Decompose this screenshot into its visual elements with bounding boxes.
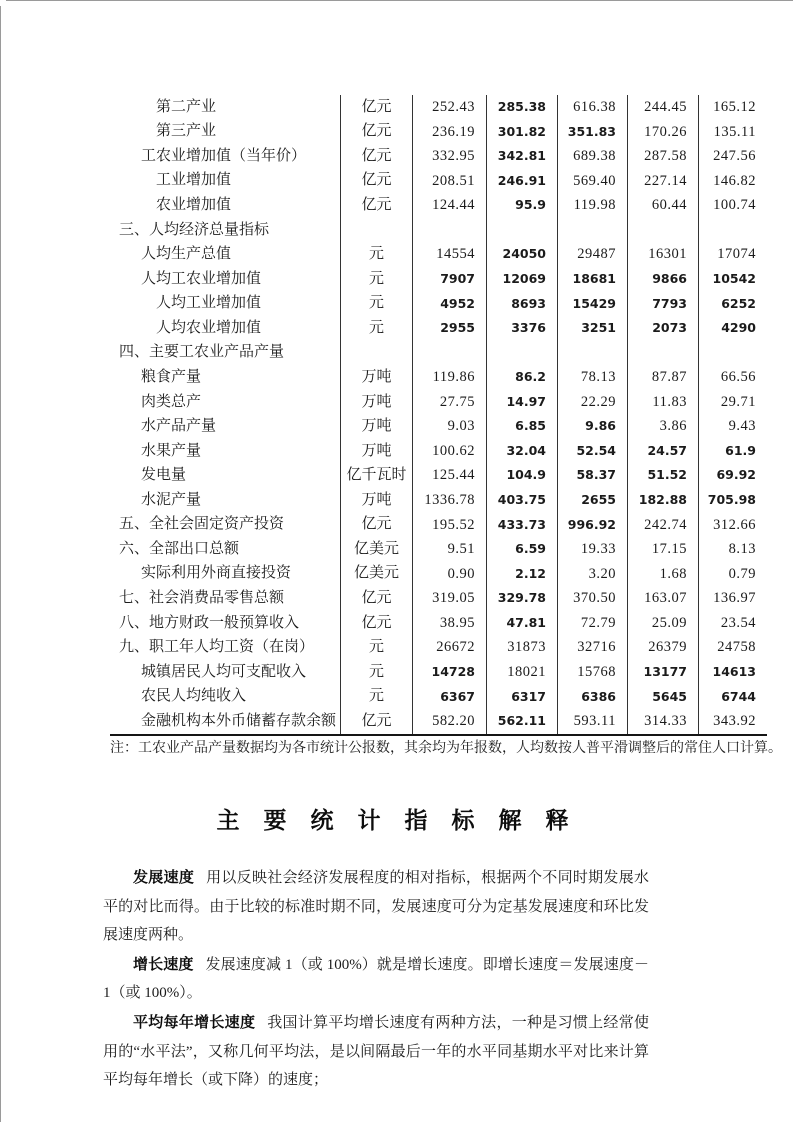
indicator-label: 农业增加值 <box>156 197 232 214</box>
value-cell <box>412 218 486 243</box>
value-cell: 24758 <box>698 635 767 660</box>
definitions-block <box>103 863 649 1095</box>
value-cell: 12069 <box>486 267 557 292</box>
value-cell: 195.52 <box>412 513 486 538</box>
value-cell: 170.26 <box>627 120 698 145</box>
definition-text: 发展速度减 1（或 100%）就是增长速度。即增长速度＝发展速度－1（或 100%）。 <box>103 956 649 1002</box>
value-cell: 100.74 <box>698 193 767 218</box>
value-cell: 9.86 <box>557 414 627 439</box>
value-cell: 18681 <box>557 267 627 292</box>
value-cell: 17074 <box>698 242 767 267</box>
value-cell: 6317 <box>486 685 557 710</box>
value-cell: 314.33 <box>627 709 698 734</box>
definition-term: 发展速度 <box>133 868 195 886</box>
indicator-label: 水果产量 <box>141 442 202 459</box>
definition-text: 我国计算平均增长速度有两种方法，一种是习惯上经常使用的“水平法”，又称几何平均法，是以间隔最后一年的水平同基期水平对比来计算平均每年增长（或下降）的速度； <box>103 1014 649 1089</box>
value-cell: 182.88 <box>627 488 698 513</box>
value-cell: 343.92 <box>698 709 767 734</box>
table-row <box>110 341 767 366</box>
table-row <box>110 537 767 562</box>
value-cell: 616.38 <box>557 95 627 120</box>
value-cell <box>486 341 557 366</box>
indicator-label: 肉类总产 <box>141 393 202 410</box>
definition-paragraph <box>103 1008 649 1095</box>
value-cell: 285.38 <box>486 95 557 120</box>
value-cell: 13177 <box>627 660 698 685</box>
value-cell: 1.68 <box>627 562 698 587</box>
table-row <box>110 562 767 587</box>
value-cell: 10542 <box>698 267 767 292</box>
unit-cell: 亿元 <box>340 95 412 120</box>
definition-paragraph <box>103 863 649 950</box>
indicator-label: 人均工业增加值 <box>156 295 262 312</box>
value-cell: 163.07 <box>627 586 698 611</box>
value-cell: 6386 <box>557 685 627 710</box>
value-cell <box>698 341 767 366</box>
unit-cell: 元 <box>340 316 412 341</box>
table-row <box>110 685 767 710</box>
indicator-label: 城镇居民人均可支配收入 <box>141 663 307 680</box>
value-cell: 582.20 <box>412 709 486 734</box>
value-cell: 119.86 <box>412 365 486 390</box>
value-cell <box>486 218 557 243</box>
value-cell: 87.87 <box>627 365 698 390</box>
value-cell: 9.03 <box>412 414 486 439</box>
value-cell: 8693 <box>486 292 557 317</box>
value-cell: 227.14 <box>627 169 698 194</box>
table-row <box>110 586 767 611</box>
value-cell: 3376 <box>486 316 557 341</box>
value-cell: 996.92 <box>557 513 627 538</box>
value-cell <box>627 218 698 243</box>
unit-cell: 元 <box>340 242 412 267</box>
value-cell: 14728 <box>412 660 486 685</box>
value-cell: 52.54 <box>557 439 627 464</box>
value-cell: 165.12 <box>698 95 767 120</box>
value-cell <box>557 341 627 366</box>
table-row <box>110 635 767 660</box>
value-cell: 16301 <box>627 242 698 267</box>
value-cell: 31873 <box>486 635 557 660</box>
value-cell: 100.62 <box>412 439 486 464</box>
value-cell: 252.43 <box>412 95 486 120</box>
value-cell: 7793 <box>627 292 698 317</box>
value-cell: 242.74 <box>627 513 698 538</box>
indicator-label: 九、职工年人均工资（在岗） <box>119 639 315 656</box>
indicator-label: 工农业增加值（当年价） <box>141 147 307 164</box>
unit-cell: 亿元 <box>340 709 412 734</box>
value-cell: 47.81 <box>486 611 557 636</box>
indicator-label: 第二产业 <box>156 98 217 115</box>
value-cell: 15768 <box>557 660 627 685</box>
unit-cell: 元 <box>340 635 412 660</box>
unit-cell: 元 <box>340 685 412 710</box>
value-cell: 403.75 <box>486 488 557 513</box>
value-cell: 72.79 <box>557 611 627 636</box>
value-cell: 29487 <box>557 242 627 267</box>
indicator-label: 发电量 <box>141 467 187 484</box>
definition-text: 用以反映社会经济发展程度的相对指标，根据两个不同时期发展水平的对比而得。由于比较的标准时期不同，发展速度可分为定基发展速度和环比发展速度两种。 <box>103 870 649 944</box>
table-row <box>110 390 767 415</box>
value-cell <box>557 218 627 243</box>
value-cell: 2073 <box>627 316 698 341</box>
value-cell: 287.58 <box>627 144 698 169</box>
value-cell <box>412 341 486 366</box>
value-cell: 6252 <box>698 292 767 317</box>
value-cell: 319.05 <box>412 586 486 611</box>
value-cell: 23.54 <box>698 611 767 636</box>
value-cell: 66.56 <box>698 365 767 390</box>
value-cell: 6744 <box>698 685 767 710</box>
value-cell: 29.71 <box>698 390 767 415</box>
value-cell: 0.79 <box>698 562 767 587</box>
definition-term: 平均每年增长速度 <box>133 1012 256 1031</box>
value-cell: 370.50 <box>557 586 627 611</box>
value-cell: 2955 <box>412 316 486 341</box>
value-cell: 7907 <box>412 267 486 292</box>
value-cell: 208.51 <box>412 169 486 194</box>
scan-edge-top <box>6 0 793 1</box>
value-cell: 4290 <box>698 316 767 341</box>
unit-cell: 亿元 <box>340 144 412 169</box>
value-cell: 32716 <box>557 635 627 660</box>
value-cell: 78.13 <box>557 365 627 390</box>
definition-paragraph <box>103 950 649 1008</box>
value-cell: 124.44 <box>412 193 486 218</box>
value-cell: 332.95 <box>412 144 486 169</box>
unit-cell: 元 <box>340 267 412 292</box>
table-row <box>110 488 767 513</box>
value-cell: 6.59 <box>486 537 557 562</box>
value-cell: 562.11 <box>486 709 557 734</box>
table-row <box>110 660 767 685</box>
value-cell: 58.37 <box>557 463 627 488</box>
value-cell: 24.57 <box>627 439 698 464</box>
value-cell: 301.82 <box>486 120 557 145</box>
unit-cell: 万吨 <box>340 488 412 513</box>
unit-cell: 亿元 <box>340 169 412 194</box>
value-cell: 593.11 <box>557 709 627 734</box>
value-cell: 433.73 <box>486 513 557 538</box>
value-cell: 246.91 <box>486 169 557 194</box>
value-cell: 95.9 <box>486 193 557 218</box>
indicator-label: 粮食产量 <box>141 368 202 385</box>
value-cell: 18021 <box>486 660 557 685</box>
value-cell: 11.83 <box>627 390 698 415</box>
table-row <box>110 513 767 538</box>
value-cell: 60.44 <box>627 193 698 218</box>
indicator-label: 水泥产量 <box>141 491 202 508</box>
table-row <box>110 120 767 145</box>
scan-edge-left <box>0 6 1 1122</box>
unit-cell: 亿元 <box>340 611 412 636</box>
table-row <box>110 218 767 243</box>
value-cell: 19.33 <box>557 537 627 562</box>
indicator-label: 农民人均纯收入 <box>141 688 247 705</box>
value-cell: 146.82 <box>698 169 767 194</box>
value-cell: 15429 <box>557 292 627 317</box>
value-cell: 705.98 <box>698 488 767 513</box>
value-cell: 5645 <box>627 685 698 710</box>
value-cell: 51.52 <box>627 463 698 488</box>
value-cell: 1336.78 <box>412 488 486 513</box>
unit-cell: 亿元 <box>340 193 412 218</box>
table-row <box>110 709 767 734</box>
unit-cell: 万吨 <box>340 365 412 390</box>
value-cell: 689.38 <box>557 144 627 169</box>
indicator-label: 人均工农业增加值 <box>141 270 262 287</box>
value-cell: 38.95 <box>412 611 486 636</box>
indicator-label: 人均农业增加值 <box>156 319 262 336</box>
unit-cell: 亿千瓦时 <box>340 463 412 488</box>
table-row <box>110 414 767 439</box>
value-cell: 4952 <box>412 292 486 317</box>
unit-cell <box>340 341 412 366</box>
indicators-table <box>110 95 767 736</box>
unit-cell: 亿元 <box>340 586 412 611</box>
value-cell: 86.2 <box>486 365 557 390</box>
value-cell: 26379 <box>627 635 698 660</box>
table-row <box>110 242 767 267</box>
value-cell: 61.9 <box>698 439 767 464</box>
value-cell: 26672 <box>412 635 486 660</box>
value-cell: 9.51 <box>412 537 486 562</box>
table-row <box>110 611 767 636</box>
value-cell: 3251 <box>557 316 627 341</box>
definition-term: 增长速度 <box>133 954 194 973</box>
value-cell: 69.92 <box>698 463 767 488</box>
section-title: 主 要 统 计 指 标 解 释 <box>216 808 577 834</box>
table-row <box>110 365 767 390</box>
value-cell: 244.45 <box>627 95 698 120</box>
indicator-label: 七、社会消费品零售总额 <box>119 590 285 607</box>
value-cell: 312.66 <box>698 513 767 538</box>
unit-cell: 亿元 <box>340 120 412 145</box>
value-cell: 569.40 <box>557 169 627 194</box>
indicator-label: 水产品产量 <box>141 418 217 435</box>
value-cell: 342.81 <box>486 144 557 169</box>
unit-cell <box>340 218 412 243</box>
value-cell: 351.83 <box>557 120 627 145</box>
value-cell: 6.85 <box>486 414 557 439</box>
value-cell: 3.20 <box>557 562 627 587</box>
indicator-label: 五、全社会固定资产投资 <box>119 516 285 533</box>
value-cell: 22.29 <box>557 390 627 415</box>
value-cell: 32.04 <box>486 439 557 464</box>
value-cell: 2.12 <box>486 562 557 587</box>
table-footnote: 注：工农业产品产量数据均为各市统计公报数，其余均为年报数，人均数按人普平滑调整后的常住人口计算。 <box>110 741 782 756</box>
table-row <box>110 169 767 194</box>
indicator-label: 人均生产总值 <box>141 246 232 263</box>
value-cell: 27.75 <box>412 390 486 415</box>
unit-cell: 万吨 <box>340 390 412 415</box>
table-row <box>110 144 767 169</box>
indicator-label: 六、全部出口总额 <box>119 540 240 557</box>
value-cell: 14613 <box>698 660 767 685</box>
table-row <box>110 95 767 120</box>
value-cell: 6367 <box>412 685 486 710</box>
table-row <box>110 292 767 317</box>
value-cell: 329.78 <box>486 586 557 611</box>
indicator-label: 工业增加值 <box>156 172 232 189</box>
value-cell: 14554 <box>412 242 486 267</box>
indicator-label: 金融机构本外币储蓄存款余额 <box>141 712 337 729</box>
value-cell: 247.56 <box>698 144 767 169</box>
value-cell: 8.13 <box>698 537 767 562</box>
unit-cell: 亿美元 <box>340 537 412 562</box>
value-cell: 119.98 <box>557 193 627 218</box>
value-cell: 236.19 <box>412 120 486 145</box>
value-cell: 0.90 <box>412 562 486 587</box>
value-cell: 2655 <box>557 488 627 513</box>
value-cell: 135.11 <box>698 120 767 145</box>
unit-cell: 万吨 <box>340 414 412 439</box>
value-cell: 17.15 <box>627 537 698 562</box>
unit-cell: 元 <box>340 292 412 317</box>
value-cell <box>698 218 767 243</box>
value-cell: 14.97 <box>486 390 557 415</box>
value-cell: 3.86 <box>627 414 698 439</box>
value-cell: 9866 <box>627 267 698 292</box>
value-cell: 125.44 <box>412 463 486 488</box>
value-cell: 24050 <box>486 242 557 267</box>
table-row <box>110 193 767 218</box>
value-cell <box>627 341 698 366</box>
table-row <box>110 316 767 341</box>
unit-cell: 万吨 <box>340 439 412 464</box>
unit-cell: 亿美元 <box>340 562 412 587</box>
table-row <box>110 439 767 464</box>
value-cell: 104.9 <box>486 463 557 488</box>
indicator-label: 三、人均经济总量指标 <box>119 221 270 238</box>
value-cell: 25.09 <box>627 611 698 636</box>
indicator-label: 实际利用外商直接投资 <box>141 565 292 582</box>
table-row <box>110 463 767 488</box>
indicator-label: 第三产业 <box>156 123 217 140</box>
unit-cell: 元 <box>340 660 412 685</box>
unit-cell: 亿元 <box>340 513 412 538</box>
value-cell: 9.43 <box>698 414 767 439</box>
table-row <box>110 267 767 292</box>
indicator-label: 四、主要工农业产品产量 <box>119 344 285 361</box>
indicator-label: 八、地方财政一般预算收入 <box>119 614 300 631</box>
value-cell: 136.97 <box>698 586 767 611</box>
